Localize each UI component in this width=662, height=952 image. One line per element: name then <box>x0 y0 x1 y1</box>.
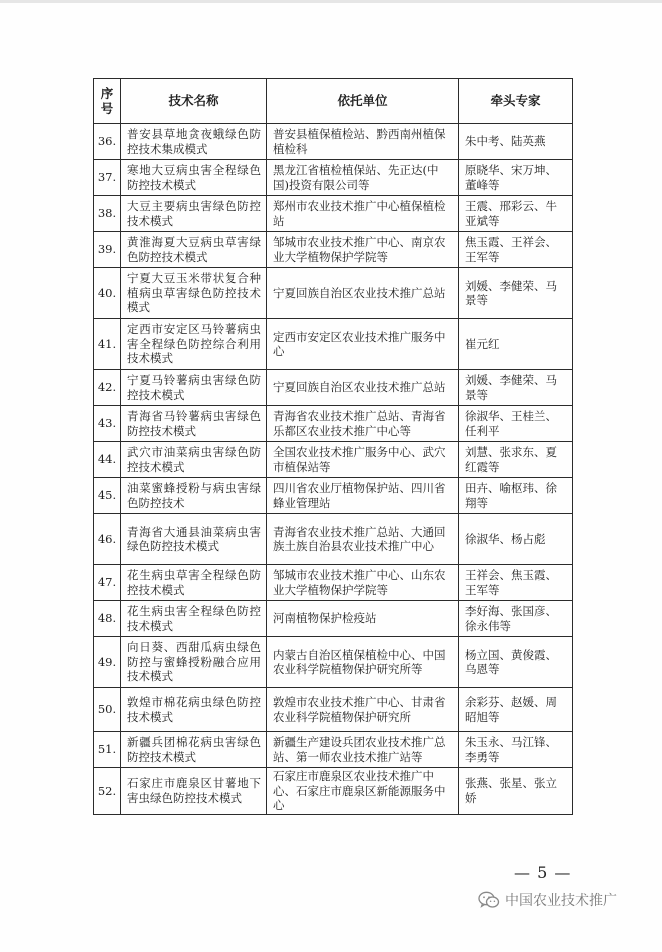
header-expert: 牵头专家 <box>459 79 573 124</box>
row-number: 38. <box>94 196 121 232</box>
technology-name: 武穴市油菜病虫害绿色防控技术模式 <box>121 442 267 478</box>
supporting-unit: 河南植物保护检疫站 <box>267 601 459 637</box>
lead-expert: 崔元红 <box>459 319 573 370</box>
technology-name: 定西市安定区马铃薯病虫害全程绿色防控综合利用技术模式 <box>121 319 267 370</box>
lead-expert: 徐淑华、杨占彪 <box>459 514 573 565</box>
table-row <box>94 442 573 478</box>
supporting-unit: 郑州市农业技术推广中心植保植检站 <box>267 196 459 232</box>
header-unit: 依托单位 <box>267 79 459 124</box>
row-number: 50. <box>94 688 121 732</box>
technology-name: 花生病虫害全程绿色防控技术模式 <box>121 601 267 637</box>
watermark-text: 中国农业技术推广 <box>505 893 617 909</box>
header-name: 技术名称 <box>121 79 267 124</box>
row-number: 44. <box>94 442 121 478</box>
table-row <box>94 478 573 514</box>
technology-name: 油菜蜜蜂授粉与病虫害绿色防控技术 <box>121 478 267 514</box>
lead-expert: 徐淑华、王桂兰、任利平 <box>459 406 573 442</box>
technology-name: 宁夏大豆玉米带状复合种植病虫草害绿色防控技术模式 <box>121 268 267 319</box>
table-row <box>94 406 573 442</box>
table-row <box>94 688 573 732</box>
table-row <box>94 370 573 406</box>
lead-expert: 杨立国、黄俊霞、乌恩等 <box>459 637 573 688</box>
lead-expert: 刘媛、李健荣、马景等 <box>459 370 573 406</box>
supporting-unit: 青海省农业技术推广总站、大通回族土族自治县农业技术推广中心 <box>267 514 459 565</box>
table-body <box>94 124 573 815</box>
technology-name: 黄淮海夏大豆病虫草害绿色防控技术模式 <box>121 232 267 268</box>
row-number: 48. <box>94 601 121 637</box>
technology-name: 敦煌市棉花病虫绿色防控技术模式 <box>121 688 267 732</box>
table-row <box>94 124 573 160</box>
row-number: 45. <box>94 478 121 514</box>
table-row <box>94 732 573 768</box>
supporting-unit: 内蒙古自治区植保植检中心、中国农业科学院植物保护研究所等 <box>267 637 459 688</box>
lead-expert: 焦玉霞、王祥会、王军等 <box>459 232 573 268</box>
supporting-unit: 邹城市农业技术推广中心、南京农业大学植物保护学院等 <box>267 232 459 268</box>
supporting-unit: 定西市安定区农业技术推广服务中心 <box>267 319 459 370</box>
lead-expert: 王祥会、焦玉霞、王军等 <box>459 565 573 601</box>
table-row <box>94 232 573 268</box>
wechat-icon <box>478 891 500 909</box>
lead-expert: 余彩芬、赵媛、周昭旭等 <box>459 688 573 732</box>
supporting-unit: 敦煌市农业技术推广中心、甘肃省农业科学院植物保护研究所 <box>267 688 459 732</box>
table-row <box>94 319 573 370</box>
lead-expert: 刘媛、李健荣、马景等 <box>459 268 573 319</box>
technology-name: 寒地大豆病虫害全程绿色防控技术模式 <box>121 160 267 196</box>
lead-expert: 张燕、张星、张立娇 <box>459 768 573 815</box>
technology-name: 新疆兵团棉花病虫害绿色防控技术模式 <box>121 732 267 768</box>
row-number: 36. <box>94 124 121 160</box>
lead-expert: 原晓华、宋万坤、董峰等 <box>459 160 573 196</box>
row-number: 49. <box>94 637 121 688</box>
technology-name: 普安县草地贪夜蛾绿色防控技术集成模式 <box>121 124 267 160</box>
table-row <box>94 601 573 637</box>
technology-name: 花生病虫草害全程绿色防控技术模式 <box>121 565 267 601</box>
supporting-unit: 普安县植保植检站、黔西南州植保植检科 <box>267 124 459 160</box>
technology-table <box>93 78 573 815</box>
row-number: 37. <box>94 160 121 196</box>
supporting-unit: 宁夏回族自治区农业技术推广总站 <box>267 268 459 319</box>
technology-name: 青海省大通县油菜病虫害绿色防控技术模式 <box>121 514 267 565</box>
technology-name: 向日葵、西甜瓜病虫绿色防控与蜜蜂授粉融合应用技术模式 <box>121 637 267 688</box>
lead-expert: 李好海、张国彦、徐永伟等 <box>459 601 573 637</box>
supporting-unit: 宁夏回族自治区农业技术推广总站 <box>267 370 459 406</box>
lead-expert: 田卉、喻枢玮、徐翔等 <box>459 478 573 514</box>
row-number: 43. <box>94 406 121 442</box>
row-number: 47. <box>94 565 121 601</box>
lead-expert: 刘慧、张求东、夏红霞等 <box>459 442 573 478</box>
technology-name: 石家庄市鹿泉区甘薯地下害虫绿色防控技术模式 <box>121 768 267 815</box>
table-row <box>94 196 573 232</box>
table-row <box>94 514 573 565</box>
row-number: 40. <box>94 268 121 319</box>
row-number: 51. <box>94 732 121 768</box>
technology-name: 大豆主要病虫害绿色防控技术模式 <box>121 196 267 232</box>
table-row <box>94 160 573 196</box>
row-number: 42. <box>94 370 121 406</box>
row-number: 39. <box>94 232 121 268</box>
supporting-unit: 全国农业技术推广服务中心、武穴市植保站等 <box>267 442 459 478</box>
supporting-unit: 邹城市农业技术推广中心、山东农业大学植物保护学院等 <box>267 565 459 601</box>
header-number: 序 号 <box>94 79 121 124</box>
technology-name: 青海省马铃薯病虫害绿色防控技术模式 <box>121 406 267 442</box>
row-number: 46. <box>94 514 121 565</box>
page-top-edge <box>0 0 662 3</box>
supporting-unit: 黑龙江省植检植保站、先正达(中国)投资有限公司等 <box>267 160 459 196</box>
table-row <box>94 637 573 688</box>
table-header-row <box>94 79 573 124</box>
supporting-unit: 新疆生产建设兵团农业技术推广总站、第一师农业技术推广站等 <box>267 732 459 768</box>
supporting-unit: 青海省农业技术推广总站、青海省乐都区农业技术推广中心等 <box>267 406 459 442</box>
table-row <box>94 565 573 601</box>
watermark <box>478 890 617 910</box>
table-row <box>94 268 573 319</box>
table-row <box>94 768 573 815</box>
row-number: 52. <box>94 768 121 815</box>
supporting-unit: 石家庄市鹿泉区农业技术推广中心、石家庄市鹿泉区新能源服务中心 <box>267 768 459 815</box>
lead-expert: 朱玉永、马江锋、李勇等 <box>459 732 573 768</box>
lead-expert: 朱中考、陆英燕 <box>459 124 573 160</box>
lead-expert: 王震、邢彩云、牛亚斌等 <box>459 196 573 232</box>
supporting-unit: 四川省农业厅植物保护站、四川省蜂业管理站 <box>267 478 459 514</box>
row-number: 41. <box>94 319 121 370</box>
page-number: — 5 — <box>514 863 572 882</box>
technology-name: 宁夏马铃薯病虫害绿色防控技术模式 <box>121 370 267 406</box>
